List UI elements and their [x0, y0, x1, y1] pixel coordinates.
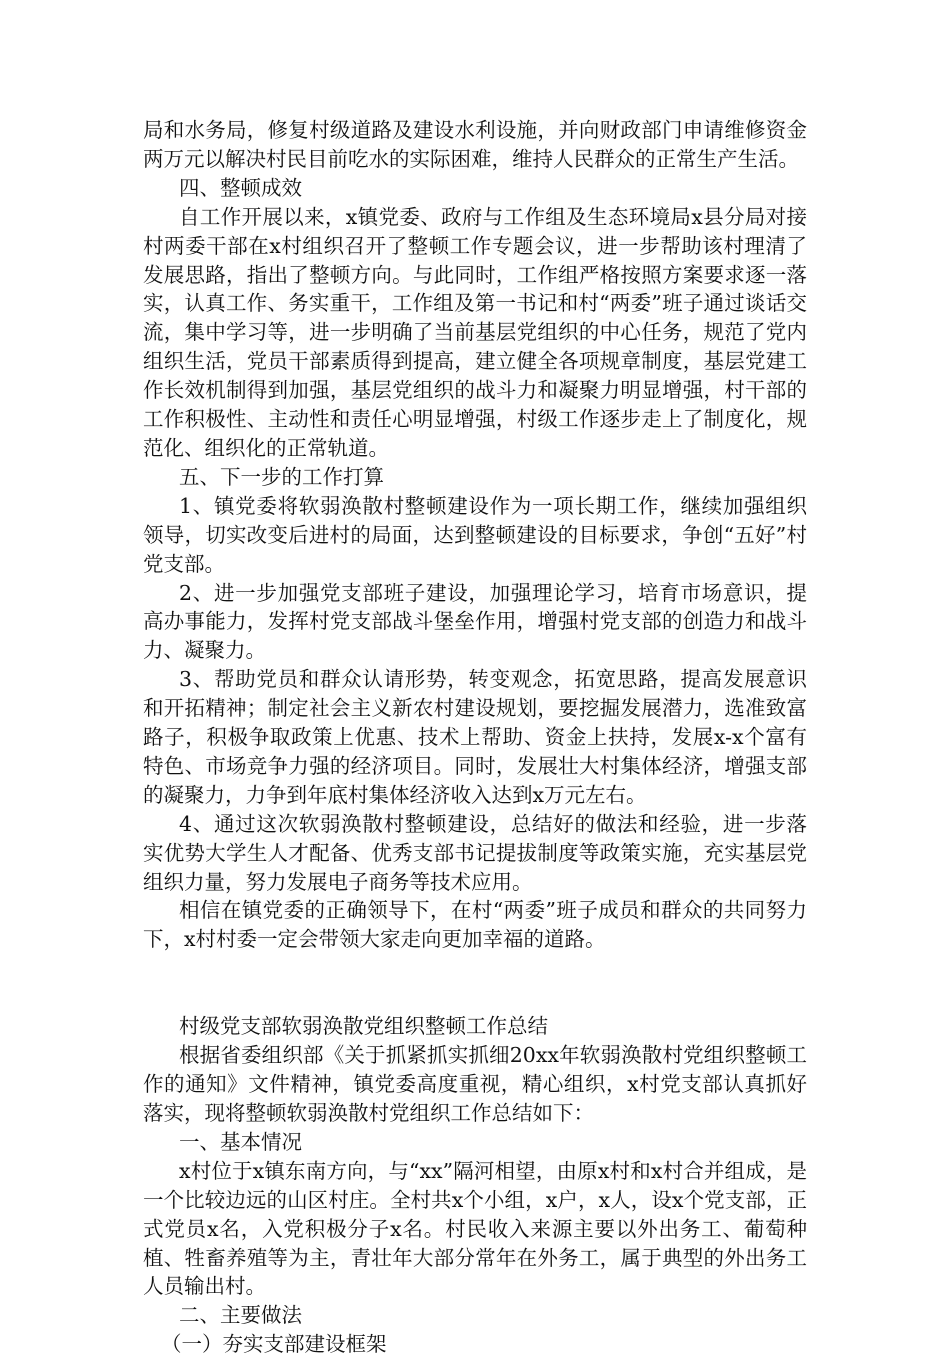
section-heading-next-steps: 五、下一步的工作打算 [179, 464, 384, 489]
paragraph-next-step-3: 3、帮助党员和群众认请形势，转变观念，拓宽思路，提高发展意识和开拓精神；制定社会主义新农村建设规划，要挖掘发展潜力，选准致富路子，积极争取政策上优惠、技术上帮助、资金上扶持，发展x-x个富有特色、市场竞争力强的经济项目。同时，发展壮大村集体经济，增强支部的凝聚力，力争到年底村集体经济收入达到x万元左右。 [143, 667, 807, 807]
paragraph-next-step-4: 4、通过这次软弱涣散村整顿建设，总结好的做法和经验，进一步落实优势大学生人才配备、优秀支部书记提拔制度等政策实施，充实基层党组织力量，努力发展电子商务等技术应用。 [143, 811, 807, 894]
section-gap [143, 954, 807, 1012]
paragraph-results: 自工作开展以来，x镇党委、政府与工作组及生态环境局x县分局对接村两委干部在x村组织召开了整顿工作专题会议，进一步帮助该村理清了发展思路，指出了整顿方向。与此同时，工作组严格按照方案要求逐一落实，认真工作、务实重干，工作组及第一书记和村“两委”班子通过谈话交流，集中学习等，进一步明确了当前基层党组织的中心任务，规范了党内组织生活，党员干部素质得到提高，建立健全各项规章制度，基层党建工作长效机制得到加强，基层党组织的战斗力和凝聚力明显增强，村干部的工作积极性、主动性和责任心明显增强，村级工作逐步走上了制度化，规范化、组织化的正常轨道。 [143, 204, 807, 460]
paragraph-summary-intro: 根据省委组织部《关于抓紧抓实抓细20xx年软弱涣散村党组织整顿工作的通知》文件精神，镇党委高度重视，精心组织，x村党支部认真抓好落实，现将整顿软弱涣散村党组织工作总结如下： [143, 1043, 807, 1125]
paragraph-closing: 相信在镇党委的正确领导下，在村“两委”班子成员和群众的共同努力下，x村村委一定会带领大家走向更加幸福的道路。 [143, 898, 807, 952]
section-heading-basic-situation: 一、基本情况 [179, 1129, 302, 1154]
document-body [143, 116, 807, 1359]
paragraph-continued: 局和水务局，修复村级道路及建设水利设施，并向财政部门申请维修资金两万元以解决村民目前吃水的实际困难，维持人民群众的正常生产生活。 [143, 118, 807, 171]
paragraph-basic-situation: x村位于x镇东南方向，与“xx”隔河相望，由原x村和x村合并组成，是一个比较边远的山区村庄。全村共x个小组，x户，x人，设x个党支部，正式党员x名，入党积极分子x名。村民收入来源主要以外出务工、葡萄种植、牲畜养殖等为主，青壮年大部分常年在外务工，属于典型的外出务工人员输出村。 [143, 1158, 807, 1299]
paragraph-next-step-2: 2、进一步加强党支部班子建设，加强理论学习，培育市场意识，提高办事能力，发挥村党支部战斗堡垒作用，增强村党支部的创造力和战斗力、凝聚力。 [143, 580, 807, 663]
subsection-heading-branch-framework: （一）夯实支部建设框架 [161, 1332, 387, 1357]
document-title: 村级党支部软弱涣散党组织整顿工作总结 [179, 1014, 548, 1039]
paragraph-next-step-1: 1、镇党委将软弱涣散村整顿建设作为一项长期工作，继续加强组织领导，切实改变后进村的局面，达到整顿建设的目标要求，争创“五好”村党支部。 [143, 493, 807, 576]
section-heading-main-practices: 二、主要做法 [179, 1303, 302, 1328]
section-heading-results: 四、整顿成效 [179, 175, 302, 200]
